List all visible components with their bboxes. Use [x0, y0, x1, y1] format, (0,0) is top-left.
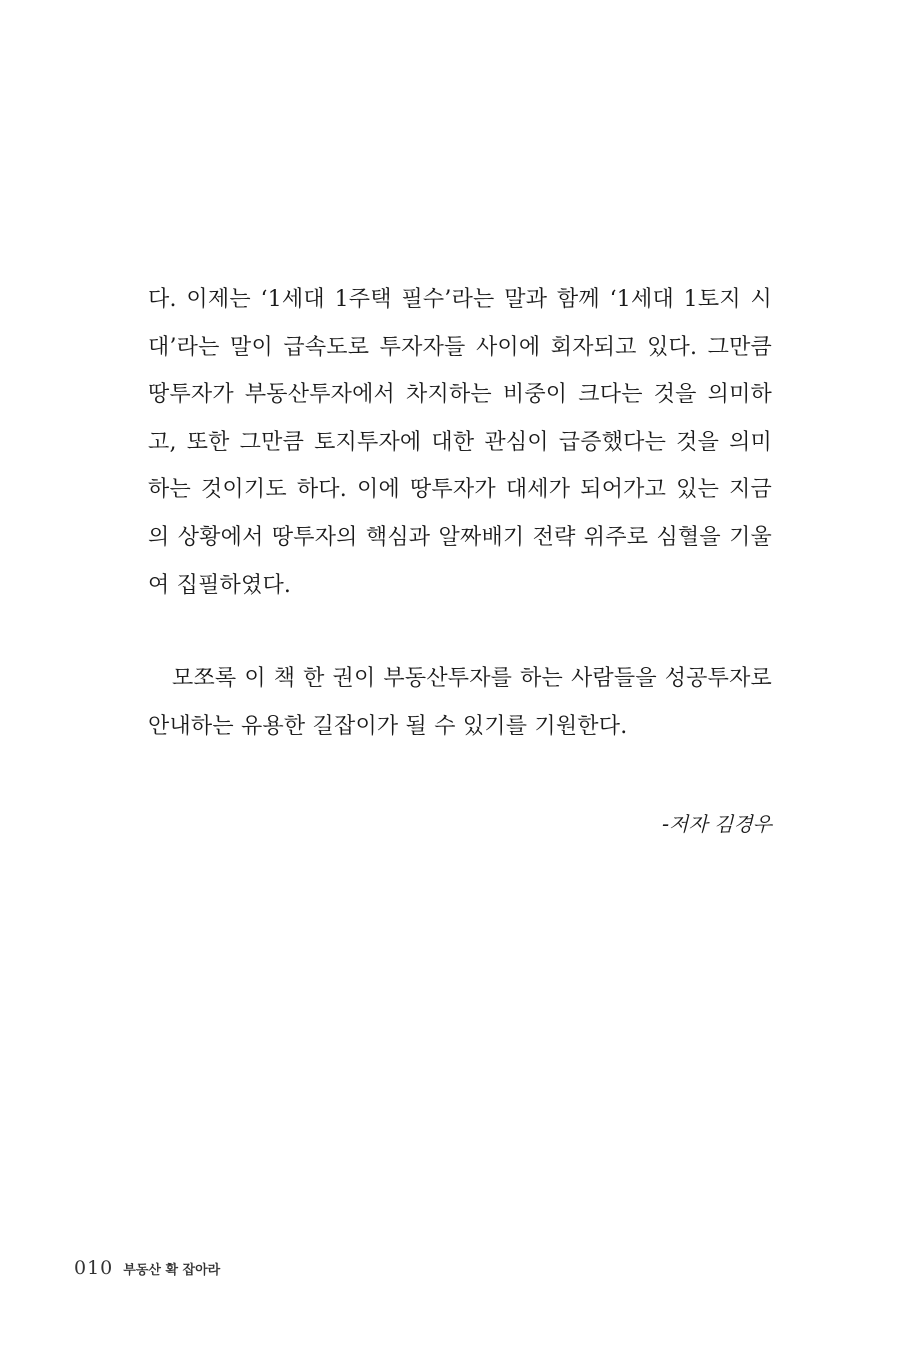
paragraph-1-line-4: 고, 또한 그만큼 토지투자에 대한 관심이 급증했다는 것을 의미 [148, 429, 772, 455]
paragraph-1-line-6: 의 상황에서 땅투자의 핵심과 알짜배기 전략 위주로 심혈을 기울 [148, 524, 772, 550]
paragraph-1-line-2: 대’라는 말이 급속도로 투자자들 사이에 회자되고 있다. 그만큼 [148, 334, 772, 360]
body-text [148, 276, 772, 750]
author-signature: -저자 김경우 [661, 812, 772, 836]
paragraph-1-line-3: 땅투자가 부동산투자에서 차지하는 비중이 크다는 것을 의미하 [148, 382, 772, 408]
paragraph-1-line-1: 다. 이제는 ‘1세대 1주택 필수’라는 말과 함께 ‘1세대 1토지 시 [148, 287, 772, 312]
running-book-title: 부동산 확 잡아라 [123, 1263, 221, 1278]
page-footer [74, 1257, 220, 1279]
paragraph-2-line-1: 모쪼록 이 책 한 권이 부동산투자를 하는 사람들을 성공투자로 [172, 666, 772, 692]
paragraph-spacer [148, 609, 772, 655]
page-number: 010 [74, 1257, 114, 1279]
paragraph-2-line-2: 안내하는 유용한 길잡이가 될 수 있기를 기원한다. [148, 713, 628, 739]
paragraph-1-line-5: 하는 것이기도 하다. 이에 땅투자가 대세가 되어가고 있는 지금 [148, 477, 772, 503]
paragraph-1-line-7: 여 집필하였다. [148, 572, 292, 598]
